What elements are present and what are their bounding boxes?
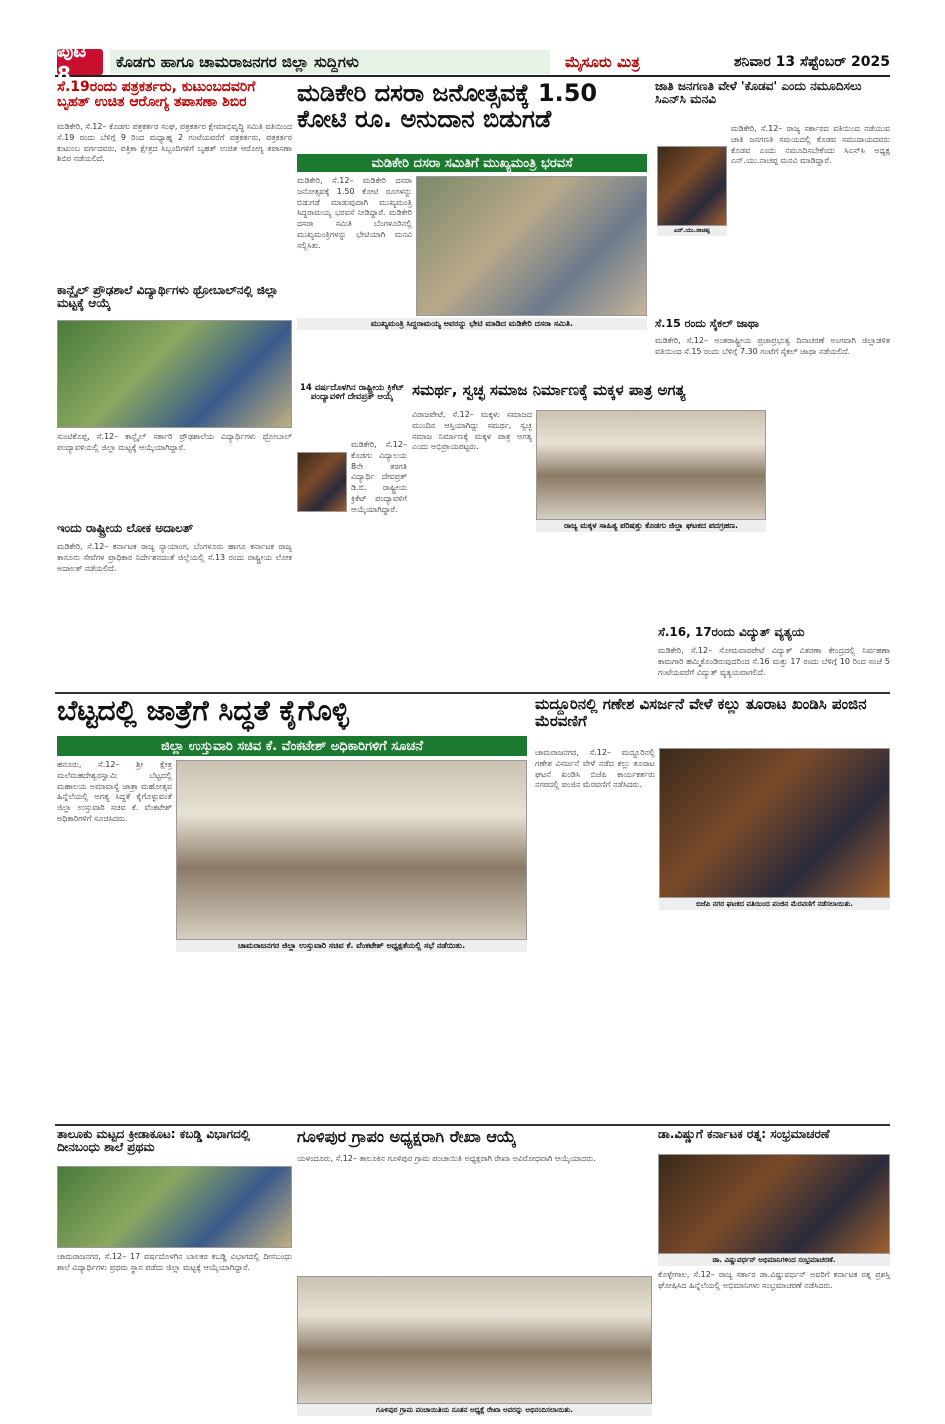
society-headline: ಸಮರ್ಥ, ಸ್ವಚ್ಛ ಸಮಾಜ ನಿರ್ಮಾಣಕ್ಕೆ ಮಕ್ಕಳ ಪಾತ್ರ ಅಗತ್ಯ <box>412 381 686 399</box>
issue-date: ಶನಿವಾರ 13 ಸೆಪ್ಟೆಂಬರ್ 2025 <box>733 54 890 70</box>
lok-adalat-body: ಮಡಿಕೇರಿ, ಸೆ.12– ಕರ್ನಾಟಕ ರಾಜ್ಯ ನ್ಯಾಯಾಂಗ, ಬೆಂಗಳೂರು ಹಾಗೂ ಕರ್ನಾಟಕ ರಾಜ್ಯ ಕಾನೂನು ಸೇವೆಗಳ ಪ್ರಾಧಿಕಾರ ನಿರ್ದೇಶನದಂತೆ ಜಿಲ್ಲೆಯಲ್ಲಿ ಸೆ.13 ರಂದು ರಾಷ್ಟ್ರೀಯ ಲೋಕ ಅದಾಲತ್ ನಡೆಯಲಿದೆ. <box>57 542 292 573</box>
vishnu-celebration-photo <box>658 1154 890 1254</box>
nachappa-photo-caption: ಎನ್.ಯು.ನಾಚಪ್ಪ <box>657 226 727 236</box>
gp-president-photo-caption: ಗೂಳಿಪುರ ಗ್ರಾಮ ಪಂಚಾಯಿತಿಯ ನೂತನ ಅಧ್ಯಕ್ಷೆ ರೇಖಾ ಅವರನ್ನು ಅಭಿನಂದಿಸಲಾಯಿತು. <box>297 1404 652 1416</box>
health-camp-body: ಮಡಿಕೇರಿ, ಸೆ.12– ಕೊಡಗು ಪತ್ರಕರ್ತರ ಸಂಘ, ಪತ್ರಕರ್ತರ ಕ್ಷೇಮಾಭಿವೃದ್ಧಿ ಸಮಿತಿ ವತಿಯಿಂದ ಸೆ.19 ರಂದು ಬೆಳಿಗ್ಗೆ 9 ರಿಂದ ಮಧ್ಯಾಹ್ನ 2 ಗಂಟೆಯವರೆಗೆ ಪತ್ರಕರ್ತರು, ಪತ್ರಕರ್ತರ ಕುಟುಂಬ ವರ್ಗದವರು, ಪತ್ರಿಕಾ ಕ್ಷೇತ್ರದ ಸಿಬ್ಬಂದಿಗಳಿಗೆ ಬೃಹತ್ ಉಚಿತ ಆರೋಗ್ಯ ತಪಾಸಣಾ ಶಿಬಿರ ನಡೆಯಲಿದೆ. <box>57 122 292 164</box>
newspaper-name: ಮೈಸೂರು ಮಿತ್ರ <box>565 53 640 71</box>
dasara-body-continued <box>297 334 647 374</box>
health-camp-headline: ಸೆ.19ರಂದು ಪತ್ರಕರ್ತರು, ಕುಟುಂಬದವರಿಗೆ ಬೃಹತ್ ಉಚಿತ ಆರೋಗ್ಯ ತಪಾಸಣಾ ಶಿಬಿರ <box>57 79 256 111</box>
dasara-photo-caption: ಮುಖ್ಯಮಂತ್ರಿ ಸಿದ್ದರಾಮಯ್ಯ ಅವರನ್ನು ಭೇಟಿ ಮಾಡಿದ ಮಡಿಕೇರಿ ದಸರಾ ಸಮಿತಿ. <box>297 318 647 330</box>
society-photo <box>536 410 766 520</box>
caste-census-headline: ಜಾತಿ ಜನಗಣತಿ ವೇಳೆ 'ಕೊಡವ' ಎಂದು ನಮೂದಿಸಲು ಸಿಎನ್‌ಸಿ ಮನವಿ <box>655 79 862 107</box>
kabaddi-team-photo <box>57 1166 292 1248</box>
vishnu-photo-caption: ಡಾ. ವಿಷ್ಣುವರ್ಧನ್ ಅಭಿಮಾನಿಗಳಿಂದ ಸಂಭ್ರಮಾಚರಣೆ. <box>658 1254 890 1266</box>
kabaddi-body: ಚಾಮರಾಜನಗರ, ಸೆ.12– 17 ವರ್ಷದೊಳಗಿನ ಬಾಲಕರ ಕಬಡ್ಡಿ ವಿಭಾಗದಲ್ಲಿ ದೀನಬಂಧು ಶಾಲೆ ವಿದ್ಯಾರ್ಥಿಗಳು ಪ್ರಥಮ ಸ್ಥಾನ ಪಡೆದು ಜಿಲ್ಲಾ ಮಟ್ಟಕ್ಕೆ ಆಯ್ಕೆಯಾಗಿದ್ದಾರೆ. <box>57 1252 292 1272</box>
jatre-headline: ಬೆಟ್ಟದಲ್ಲಿ ಜಾತ್ರೆಗೆ ಸಿದ್ಧತೆ ಕೈಗೊಳ್ಳಿ <box>57 694 349 727</box>
society-photo-caption: ರಾಜ್ಯ ಮಕ್ಕಳ ಸಾಹಿತ್ಯ ಪರಿಷತ್ತು ಕೊಡಗು ಜಿಲ್ಲಾ ಘಟಕದ ಪದಗ್ರಹಣ. <box>536 520 766 532</box>
dasara-subhead: ಮಡಿಕೇರಿ ದಸರಾ ಸಮಿತಿಗೆ ಮುಖ್ಯಮಂತ್ರಿ ಭರವಸೆ <box>297 154 647 172</box>
cyclothon-body: ಮಡಿಕೇರಿ, ಸೆ.12– ಅಂತರಾಷ್ಟ್ರೀಯ ಪ್ರಜಾಪ್ರಭುತ್ವ ದಿನಾಚರಣೆ ಅಂಗವಾಗಿ ಜಿಲ್ಲಾಡಳಿತ ವತಿಯಿಂದ ಸೆ.15 ರಂದು ಬೆಳಿಗ್ಗೆ 7.30 ಗಂಟೆಗೆ ಸೈಕಲ್ ಜಾಥಾ ನಡೆಯಲಿದೆ. <box>655 336 890 356</box>
gp-president-headline: ಗೂಳಿಪುರ ಗ್ರಾಪಂ ಅಧ್ಯಕ್ಷರಾಗಿ ರೇಖಾ ಆಯ್ಕೆ <box>297 1127 517 1146</box>
vishnu-headline: ಡಾ.ವಿಷ್ಣುಗೆ ಕರ್ನಾಟಕ ರತ್ನ: ಸಂಭ್ರಮಾಚರಣೆ <box>658 1127 830 1141</box>
ganesha-headline: ಮದ್ದೂರಿನಲ್ಲಿ ಗಣೇಶ ವಿಸರ್ಜನೆ ವೇಳೆ ಕಲ್ಲು ತೂರಾಟ ಖಂಡಿಸಿ ಪಂಜಿನ ಮೆರವಣಿಗೆ <box>535 695 867 730</box>
ganesha-procession-photo <box>659 748 890 898</box>
society-body-right <box>770 410 890 620</box>
jatre-body: ಹನೂರು, ಸೆ.12– ಶ್ರೀ ಕ್ಷೇತ್ರ ಮಲೆಮಹದೇಶ್ವರಸ್ವಾಮಿ ಬೆಟ್ಟದಲ್ಲಿ ಮಹಾಲಯ ಅಮಾವಾಸ್ಯೆ ಜಾತ್ರಾ ಮಹೋತ್ಸವ ಹಿನ್ನೆಲೆಯಲ್ಲಿ ಅಗತ್ಯ ಸಿದ್ಧತೆ ಕೈಗೊಳ್ಳುವಂತೆ ಜಿಲ್ಲಾ ಉಸ್ತುವಾರಿ ಸಚಿವ ಕೆ. ವೆಂಕಟೇಶ್ ಅಧಿಕಾರಿಗಳಿಗೆ ಸೂಚಿಸಿದರು. <box>57 760 172 823</box>
gp-president-body: ಯಳಂದೂರು, ಸೆ.12– ತಾಲೂಕಿನ ಗೂಳಿಪುರ ಗ್ರಾಮ ಪಂಚಾಯಿತಿ ಅಧ್ಯಕ್ಷರಾಗಿ ರೇಖಾ ಅವಿರೋಧವಾಗಿ ಆಯ್ಕೆಯಾದರು. <box>297 1154 596 1163</box>
jatre-meeting-photo <box>176 760 527 940</box>
jatre-body-continued <box>176 956 527 1120</box>
football-body: ಸುಂಟಿಕೊಪ್ಪ, ಸೆ.12– ಕಾನ್ಬೈಲ್ ಸರ್ಕಾರಿ ಪ್ರೌಢಶಾಲೆಯ ವಿದ್ಯಾರ್ಥಿಗಳು ಥ್ರೋಬಾಲ್ ಪಂದ್ಯಾವಳಿಯಲ್ಲಿ ಜಿಲ್ಲಾ ಮಟ್ಟಕ್ಕೆ ಆಯ್ಕೆಯಾಗಿದ್ದಾರೆ. <box>57 432 292 452</box>
nachappa-photo <box>657 146 727 226</box>
cricket-headline: 14 ವರ್ಷದೊಳಗಿನ ರಾಷ್ಟ್ರೀಯ ಕ್ರಿಕೆಟ್ ಪಂದ್ಯಾವಳಿಗೆ ದೇವಪ್ರತ್ ಆಯ್ಕೆ <box>299 383 405 403</box>
power-cut-body: ಮಡಿಕೇರಿ, ಸೆ.12– ಸೋಮವಾರಪೇಟೆ ವಿದ್ಯುತ್ ವಿತರಣಾ ಕೇಂದ್ರದಲ್ಲಿ ನಿರ್ವಹಣಾ ಕಾಮಗಾರಿ ಹಮ್ಮಿಕೊಂಡಿರುವುದರಿಂದ ಸೆ.16 ಮತ್ತು 17 ರಂದು ಬೆಳಿಗ್ಗೆ 10 ರಿಂದ ಸಂಜೆ 5 ಗಂಟೆಯವರೆಗೆ ವಿದ್ಯುತ್ ವ್ಯತ್ಯಯವಾಗಲಿದೆ. <box>658 646 890 677</box>
lok-adalat-headline: ಇಂದು ರಾಷ್ಟ್ರೀಯ ಲೋಕ ಅದಾಲತ್ <box>57 521 194 535</box>
section-title: ಕೊಡಗು ಹಾಗೂ ಚಾಮರಾಜನಗರ ಜಿಲ್ಲಾ ಸುದ್ದಿಗಳು <box>110 50 550 74</box>
dasara-body: ಮಡಿಕೇರಿ, ಸೆ.12– ಮಡಿಕೇರಿ ದಸರಾ ಜನೋತ್ಸವಕ್ಕೆ 1.50 ಕೋಟಿ ರೂಗಳನ್ನು ಬಿಡುಗಡೆ ಮಾಡುವುದಾಗಿ ಮುಖ್ಯಮಂತ್ರಿ ಸಿದ್ದರಾಮಯ್ಯ ಭರವಸೆ ನೀಡಿದ್ದಾರೆ. ಮಡಿಕೇರಿ ದಸರಾ ಸಮಿತಿ ಬೆಂಗಳೂರಿನಲ್ಲಿ ಮುಖ್ಯಮಂತ್ರಿಗಳನ್ನು ಭೇಟಿಯಾಗಿ ಮನವಿ ಸಲ್ಲಿಸಿತು. <box>297 176 412 250</box>
jatre-photo-caption: ಚಾಮರಾಜನಗರ ಜಿಲ್ಲಾ ಉಸ್ತುವಾರಿ ಸಚಿವ ಕೆ. ವೆಂಕಟೇಶ್ ಅಧ್ಯಕ್ಷತೆಯಲ್ಲಿ ಸಭೆ ನಡೆಯಿತು. <box>176 940 527 952</box>
football-team-photo <box>57 320 292 428</box>
dasara-headline: ಮಡಿಕೇರಿ ದಸರಾ ಜನೋತ್ಸವಕ್ಕೆ 1.50 ಕೋಟಿ ರೂ. ಅನುದಾನ ಬಿಡುಗಡೆ <box>297 79 598 134</box>
ganesha-body: ಚಾಮರಾಜನಗರ, ಸೆ.12– ಮದ್ದೂರಿನಲ್ಲಿ ಗಣೇಶ ವಿಸರ್ಜನೆ ವೇಳೆ ನಡೆದ ಕಲ್ಲು ತೂರಾಟ ಘಟನೆ ಖಂಡಿಸಿ ಬಿಜೆಪಿ ಕಾರ್ಯಕರ್ತರು ನಗರದಲ್ಲಿ ಪಂಜಿನ ಮೆರವಣಿಗೆ ನಡೆಸಿದರು. <box>535 748 655 790</box>
kabaddi-headline: ತಾಲೂಕು ಮಟ್ಟದ ಕ್ರೀಡಾಕೂಟ: ಕಬಡ್ಡಿ ವಿಭಾಗದಲ್ಲಿ ದೀನಬಂಧು ಶಾಲೆ ಪ್ರಥಮ <box>57 1127 250 1155</box>
gp-president-photo <box>297 1276 652 1404</box>
ganesha-photo-caption: ಬಿಜೆಪಿ ನಗರ ಘಟಕದ ವತಿಯಿಂದ ಪಂಜಿನ ಮೆರವಣಿಗೆ ನಡೆಸಲಾಯಿತು. <box>659 898 890 910</box>
society-body: ವಿರಾಜಪೇಟೆ, ಸೆ.12– ಮಕ್ಕಳು ಸಮಾಜದ ಮುಂದಿನ ಆಸ್ತಿಯಾಗಿದ್ದು ಸಮರ್ಥ, ಸ್ವಚ್ಛ ಸಮಾಜ ನಿರ್ಮಾಣಕ್ಕೆ ಮಕ್ಕಳ ಪಾತ್ರ ಅಗತ್ಯ ಎಂದು ಅಭಿಪ್ರಾಯಪಟ್ಟರು. <box>412 410 532 452</box>
page-number-badge: ಪುಟ 8 <box>57 49 103 75</box>
cricket-player-photo <box>297 452 347 512</box>
divider <box>55 1124 890 1126</box>
caste-census-body: ಮಡಿಕೇರಿ, ಸೆ.12– ರಾಜ್ಯ ಸರ್ಕಾರದ ವತಿಯಿಂದ ನಡೆಯುವ ಜಾತಿ ಜನಗಣತಿ ಸಮಯದಲ್ಲಿ ಕೊಡವ ಸಮುದಾಯದವರು ಕೊಡವ ಎಂದು ನಮೂದಿಸಬೇಕೆಂದು ಸಿಎನ್‌ಸಿ ಅಧ್ಯಕ್ಷ ಎನ್.ಯು.ನಾಚಪ್ಪ ಮನವಿ ಮಾಡಿದ್ದಾರೆ. <box>731 124 890 166</box>
cricket-body: ಮಡಿಕೇರಿ, ಸೆ.12– ಕೊಡಗು ವಿದ್ಯಾಲಯ 8ನೇ ತರಗತಿ ವಿದ್ಯಾರ್ಥಿ ದೇವಪ್ರತ್ ಡಿ.ಬಿ. ರಾಷ್ಟ್ರೀಯ ಕ್ರಿಕೆಟ್ ಪಂದ್ಯಾವಳಿಗೆ ಆಯ್ಕೆಯಾಗಿದ್ದಾರೆ. <box>351 440 407 514</box>
jatre-subhead: ಜಿಲ್ಲಾ ಉಸ್ತುವಾರಿ ಸಚಿವ ಕೆ. ವೆಂಕಟೇಶ್ ಅಧಿಕಾರಿಗಳಿಗೆ ಸೂಚನೆ <box>57 736 527 756</box>
vishnu-body: ಕೊಳ್ಳೇಗಾಲ, ಸೆ.12– ರಾಜ್ಯ ಸರ್ಕಾರ ಡಾ.ವಿಷ್ಣುವರ್ಧನ್ ಅವರಿಗೆ ಕರ್ನಾಟಕ ರತ್ನ ಪ್ರಶಸ್ತಿ ಘೋಷಿಸಿದ ಹಿನ್ನೆಲೆಯಲ್ಲಿ ಅಭಿಮಾನಿಗಳು ಸಂಭ್ರಮಾಚರಣೆ ನಡೆಸಿದರು. <box>658 1270 890 1290</box>
ganesha-body-continued <box>535 912 890 1120</box>
football-headline: ಕಾನ್ಬೈಲ್ ಪ್ರೌಢಶಾಲೆ ವಿದ್ಯಾರ್ಥಿಗಳು ಥ್ರೋಬಾಲ್‌ನಲ್ಲಿ ಜಿಲ್ಲಾ ಮಟ್ಟಕ್ಕೆ ಆಯ್ಕೆ <box>57 283 279 311</box>
power-cut-headline: ಸೆ.16, 17ರಂದು ವಿದ್ಯುತ್ ವ್ಯತ್ಯಯ <box>658 625 805 639</box>
dasara-photo <box>416 176 647 316</box>
cyclothon-headline: ಸೆ.15 ರಂದು ಸೈಕಲ್ ಜಾಥಾ <box>655 317 759 330</box>
